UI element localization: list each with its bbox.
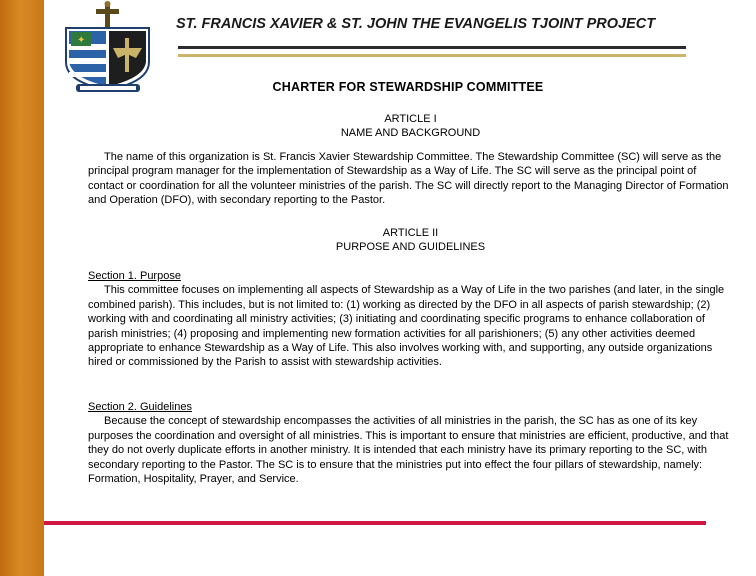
article-1 [88, 112, 733, 207]
article-1-number: ARTICLE I [384, 113, 437, 125]
header-rule-gold [178, 54, 686, 57]
section-1-label: Section 1. Purpose [88, 270, 181, 282]
section-1 [88, 269, 733, 370]
article-2-number: ARTICLE II [382, 227, 439, 239]
bottom-rule [44, 521, 706, 525]
project-title: ST. FRANCIS XAVIER & ST. JOHN THE EVANGELIS TJOINT PROJECT [176, 16, 656, 32]
section-1-text: This committee focuses on implementing all aspects of Stewardship as a Way of Life in the two parishes (and later, in the single combined parish). This includes, but is not limited to: (1) working as directed by the DFO in all aspects of parish stewardship; (2) working with and coordinating all ministry activities; (3) initiating and coordinating specific programs to enhance collaboration of parish ministries; (4) proposing and implementing new formation activities for all parishioners; (5) any other activities deemed appropriate to enhance Stewardship as a Way of Life. This also involves working with, and supporting, any outside organizations hired or commissioned by the Parish to assist with stewardship activities. [88, 284, 725, 369]
header-rule-dark [178, 46, 686, 49]
article-1-title: NAME AND BACKGROUND [340, 127, 481, 140]
svg-text:✦: ✦ [77, 35, 86, 46]
section-2-text: Because the concept of stewardship encompasses the activities of all ministries in the parish, the SC has as one of its key purposes the coordination and oversight of all ministries. This is important to ensure that ministries are efficient, productive, and that they do not overly duplicate efforts in another ministry. It is intended that each ministry have its primary reporting to the SC, with secondary reporting to the Pastor. The SC is to ensure that the ministries put into effect the four pillars of stewardship, namely: Formation, Hospitality, Prayer, and Service. [88, 415, 729, 486]
article-1-text: The name of this organization is St. Francis Xavier Stewardship Committee. The Stewardship Committee (SC) will serve as the principal program manager for the implementation of Stewardship as a Way of Life. The SC will serve as the principal point of contact or coordination for all the volunteer ministries of the parish. The SC will directly report to the Managing Director of Formation and Operation (DFO), with secondary reporting to the Pastor. [88, 150, 729, 207]
charter-title: CHARTER FOR STEWARDSHIP COMMITTEE [272, 80, 544, 94]
section-2-label: Section 2. Guidelines [88, 401, 192, 413]
article-2-title: PURPOSE AND GUIDELINES [335, 241, 486, 254]
article-2 [88, 226, 733, 255]
section-2 [88, 400, 733, 486]
